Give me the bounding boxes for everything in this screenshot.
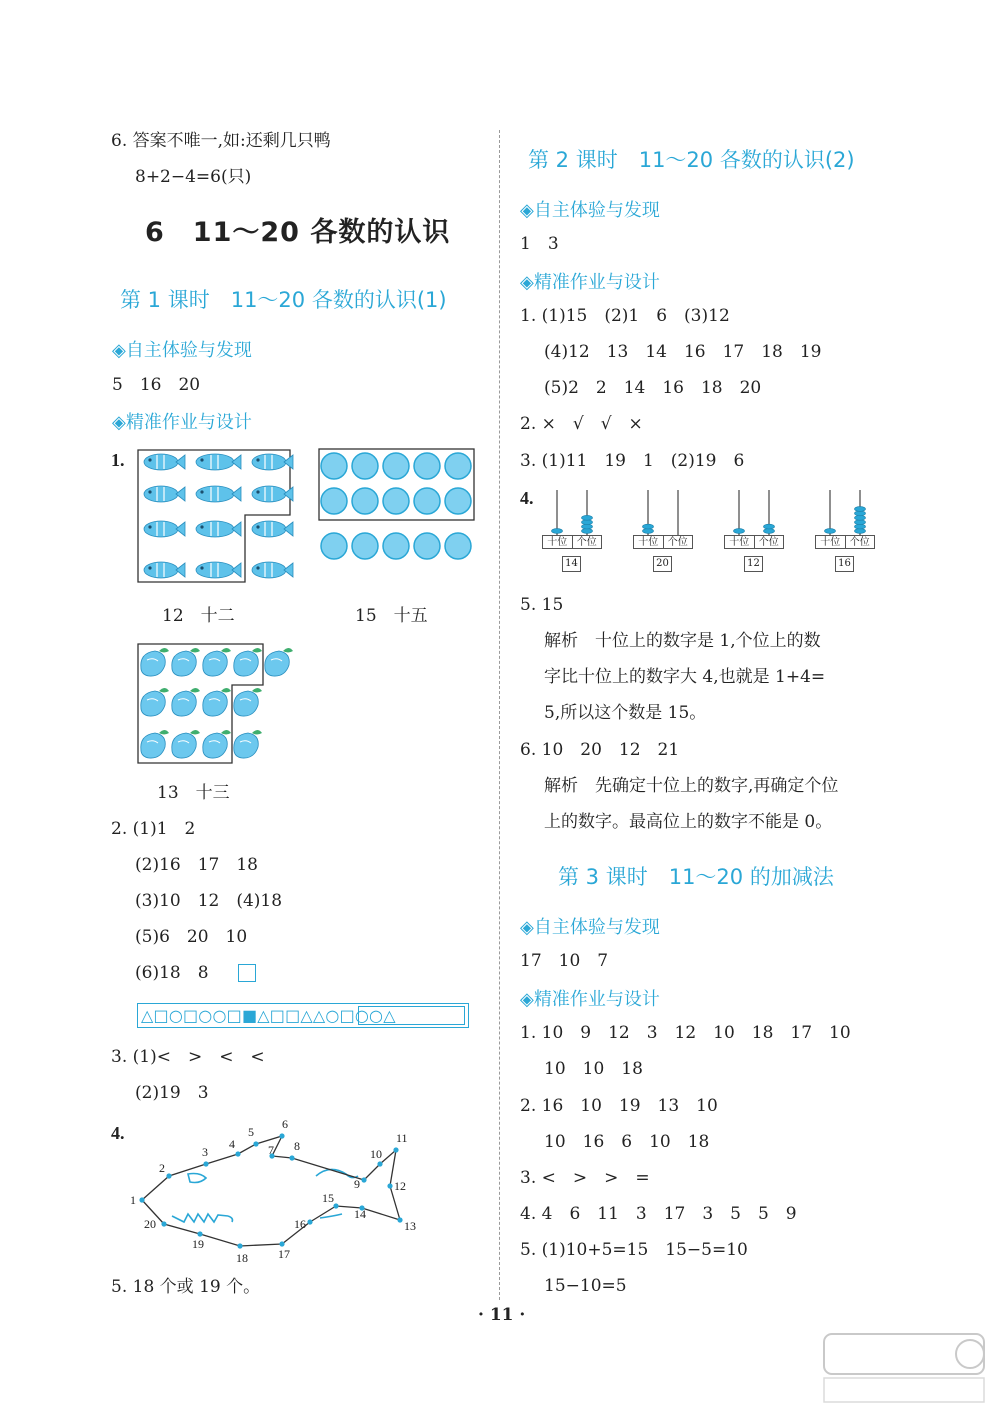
- left-q6-line1: 6. 答案不唯一,如:还剩几只鸭: [111, 131, 331, 151]
- right-section-practice: ◈精准作业与设计: [520, 272, 660, 293]
- circle-icon: [445, 488, 471, 514]
- right-q5-analysis1: 解析 十位上的数字是 1,个位上的数: [544, 631, 821, 651]
- fish-icon: [252, 454, 293, 470]
- abacus-bead: [582, 520, 593, 525]
- right-q5-analysis3: 5,所以这个数是 15。: [544, 703, 707, 723]
- abacus-1-value: 14: [562, 556, 581, 572]
- mango-icon: [203, 730, 231, 758]
- fish-icon: [252, 486, 293, 502]
- shark-dot: [289, 1155, 294, 1160]
- shark-dot: [279, 1133, 284, 1138]
- abacus-bead: [764, 529, 775, 534]
- right-p5-line2: 15−10=5: [544, 1276, 627, 1296]
- abacus-3: [722, 488, 786, 578]
- fish-group-figure: [135, 447, 295, 587]
- shark-dot-number: 6: [282, 1118, 288, 1131]
- shark-dot: [377, 1161, 382, 1166]
- shark-dot-number: 17: [278, 1247, 290, 1261]
- right-section-practice2: ◈精准作业与设计: [520, 989, 660, 1010]
- shark-dot: [203, 1161, 208, 1166]
- abacus-bead: [643, 524, 654, 529]
- shark-dot-figure: [120, 1118, 420, 1263]
- left-q1-number: 1.: [111, 450, 125, 470]
- shark-dot: [333, 1203, 338, 1208]
- abacus-4-ones-label: 个位: [846, 535, 876, 549]
- right-p4: 4. 4 6 11 3 17 3 5 5 9: [520, 1204, 797, 1224]
- shark-dot: [161, 1221, 166, 1226]
- circle-icon: [414, 453, 440, 479]
- mango-icon: [141, 648, 169, 676]
- shark-dot: [235, 1151, 240, 1156]
- circle-icon: [321, 533, 347, 559]
- right-q1-line2: (4)12 13 14 16 17 18 19: [544, 342, 822, 362]
- circle-icon: [414, 533, 440, 559]
- abacus-bead: [734, 529, 745, 534]
- watermark-logo: [820, 1330, 990, 1405]
- right-p2-line1: 2. 16 10 19 13 10: [520, 1096, 718, 1116]
- shark-dots: [130, 1118, 416, 1263]
- circle-icon: [352, 488, 378, 514]
- abacus-2-value: 20: [653, 556, 672, 572]
- abacus-bead: [855, 529, 866, 534]
- mango-icon: [234, 730, 262, 758]
- shark-dot-number: 18: [236, 1251, 248, 1263]
- mango-icon: [265, 648, 293, 676]
- abacus-bead: [825, 529, 836, 534]
- right-q2: 2. × √ √ ×: [520, 414, 643, 434]
- fish-icon: [144, 486, 185, 502]
- left-explore-answer: 5 16 20: [112, 375, 201, 395]
- right-p3: 3. < > > =: [520, 1168, 650, 1188]
- left-q2-line4: (5)6 20 10: [135, 927, 248, 947]
- right-explore-answer: 1 3: [520, 234, 559, 254]
- left-q4-number: 4.: [111, 1123, 125, 1143]
- abacus-3-ones-label: 个位: [755, 535, 785, 549]
- shark-dot: [197, 1231, 202, 1236]
- chapter-title: 6 11～20 各数的认识: [145, 217, 451, 248]
- right-section-explore: ◈自主体验与发现: [520, 200, 660, 221]
- shark-dot-number: 10: [370, 1147, 382, 1161]
- abacus-bead: [855, 520, 866, 525]
- fish-icon: [196, 562, 241, 578]
- shark-dot-number: 12: [394, 1179, 406, 1193]
- circle-icon: [414, 488, 440, 514]
- right-p5-line1: 5. (1)10+5=15 15−5=10: [520, 1240, 748, 1260]
- abacus-1-tens-label: 十位: [542, 535, 573, 549]
- left-section-explore: ◈自主体验与发现: [112, 340, 252, 361]
- shark-dot-number: 2: [159, 1161, 165, 1175]
- right-q6-analysis1: 解析 先确定十位上的数字,再确定个位: [544, 776, 839, 796]
- mango-icon: [172, 688, 200, 716]
- mango-group-figure: [135, 641, 305, 769]
- mango-icon: [172, 730, 200, 758]
- mango-icon: [141, 730, 169, 758]
- fish-icon: [144, 562, 185, 578]
- shark-dot-number: 9: [354, 1177, 360, 1191]
- left-q6-line2: 8+2−4=6(只): [135, 167, 252, 187]
- shark-dot-number: 13: [404, 1219, 416, 1233]
- lesson2-title: 第 2 课时 11～20 各数的认识(2): [528, 148, 855, 172]
- shark-dot: [387, 1183, 392, 1188]
- shark-dot: [237, 1243, 242, 1248]
- circle-icon: [383, 533, 409, 559]
- circle-icon: [383, 453, 409, 479]
- abacus-4-label: [815, 535, 875, 549]
- mango-answer: 13 十三: [157, 783, 230, 803]
- fish-answer: 12 十二: [162, 606, 235, 626]
- mango-icons: [141, 648, 293, 758]
- shark-dot: [279, 1241, 284, 1246]
- left-q2-line1: 2. (1)1 2: [111, 819, 196, 839]
- left-q5: 5. 18 个或 19 个。: [111, 1277, 261, 1297]
- right-section-explore2: ◈自主体验与发现: [520, 917, 660, 938]
- circle-icon: [321, 488, 347, 514]
- circle-icon: [445, 453, 471, 479]
- circle-icon: [321, 453, 347, 479]
- left-q3-line2: (2)19 3: [135, 1083, 209, 1103]
- shark-dot: [166, 1173, 171, 1178]
- abacus-2-tens-label: 十位: [633, 535, 664, 549]
- fish-icons: [144, 454, 293, 578]
- abacus-4-tens-label: 十位: [815, 535, 846, 549]
- square-answer-icon: [238, 964, 256, 982]
- right-q5-analysis2: 字比十位上的数字大 4,也就是 1+4=: [544, 667, 826, 687]
- shark-dot-number: 1: [130, 1193, 136, 1207]
- abacus-1: [540, 488, 604, 578]
- right-q4-number: 4.: [520, 488, 534, 508]
- shark-dot-number: 4: [229, 1137, 235, 1151]
- shark-dot: [393, 1147, 398, 1152]
- abacus-3-tens-label: 十位: [724, 535, 755, 549]
- shark-dot: [361, 1177, 366, 1182]
- fish-icon: [196, 521, 241, 537]
- abacus-bead: [582, 524, 593, 529]
- shark-dot-number: 11: [396, 1131, 408, 1145]
- right-q6-analysis2: 上的数字。最高位上的数字不能是 0。: [544, 812, 833, 832]
- abacus-4-value: 16: [835, 556, 854, 572]
- right-q6-line1: 6. 10 20 12 21: [520, 740, 680, 760]
- circle-icon: [352, 453, 378, 479]
- left-q3-line1: 3. (1)< > < <: [111, 1047, 265, 1067]
- right-q5-line1: 5. 15: [520, 595, 564, 615]
- abacus-1-ones-label: 个位: [573, 535, 603, 549]
- abacus-row: [540, 488, 900, 578]
- abacus-bead: [582, 515, 593, 520]
- left-q2-line2: (2)16 17 18: [135, 855, 258, 875]
- fish-icon: [196, 454, 241, 470]
- page-number: · 11 ·: [478, 1305, 526, 1325]
- mango-icon: [141, 688, 169, 716]
- abacus-bead: [582, 529, 593, 534]
- mango-icon: [203, 688, 231, 716]
- circle-answer: 15 十五: [355, 606, 428, 626]
- right-p2-line2: 10 16 6 10 18: [544, 1132, 710, 1152]
- abacus-bead: [855, 524, 866, 529]
- mango-icon: [172, 648, 200, 676]
- lesson1-title: 第 1 课时 11～20 各数的认识(1): [120, 288, 447, 312]
- column-divider: [499, 130, 500, 1300]
- circle-icon: [445, 533, 471, 559]
- right-p1-line2: 10 10 18: [544, 1059, 643, 1079]
- abacus-3-label: [724, 535, 784, 549]
- circle-icon: [352, 533, 378, 559]
- right-q1-line1: 1. (1)15 (2)1 6 (3)12: [520, 306, 730, 326]
- abacus-4: [813, 488, 877, 578]
- fish-icon: [196, 486, 241, 502]
- mango-icon: [234, 648, 262, 676]
- fish-icon: [252, 521, 293, 537]
- fish-icon: [144, 521, 185, 537]
- shape-sequence-text: △□○□○○□■△□□△△○□○○△: [141, 1006, 396, 1025]
- abacus-bead: [764, 524, 775, 529]
- shark-dot-number: 14: [354, 1207, 366, 1221]
- left-q2-line5: (6)18 8: [135, 963, 209, 983]
- right-p1-line1: 1. 10 9 12 3 12 10 18 17 10: [520, 1023, 851, 1043]
- circle-group-figure: [316, 446, 478, 562]
- right-q3: 3. (1)11 19 1 (2)19 6: [520, 451, 745, 471]
- left-q2-line3: (3)10 12 (4)18: [135, 891, 283, 911]
- circle-icons: [321, 453, 471, 559]
- shark-dot-number: 15: [322, 1191, 334, 1205]
- shark-dot: [397, 1217, 402, 1222]
- shark-dot-number: 5: [248, 1125, 254, 1139]
- fish-icon: [252, 562, 293, 578]
- right-q1-line3: (5)2 2 14 16 18 20: [544, 378, 762, 398]
- shark-dot-number: 7: [268, 1143, 274, 1157]
- abacus-bead: [855, 511, 866, 516]
- shark-dot: [253, 1141, 258, 1146]
- shape-sequence-bar: [137, 1003, 469, 1028]
- mango-icon: [234, 688, 262, 716]
- right-explore2-answer: 17 10 7: [520, 951, 609, 971]
- abacus-bead: [855, 507, 866, 512]
- abacus-2: [631, 488, 695, 578]
- watermark-logo-icon: [820, 1330, 990, 1405]
- shark-dot: [307, 1219, 312, 1224]
- mango-icon: [203, 648, 231, 676]
- shark-dot-number: 3: [202, 1145, 208, 1159]
- shark-dot-number: 19: [192, 1237, 204, 1251]
- left-section-practice: ◈精准作业与设计: [112, 412, 252, 433]
- abacus-bead: [552, 529, 563, 534]
- abacus-bead: [855, 515, 866, 520]
- shark-dot-number: 8: [294, 1139, 300, 1153]
- abacus-1-label: [542, 535, 602, 549]
- fish-icon: [144, 454, 185, 470]
- shark-dot: [139, 1197, 144, 1202]
- shark-dot-number: 16: [294, 1217, 306, 1231]
- abacus-3-value: 12: [744, 556, 763, 572]
- abacus-2-ones-label: 个位: [664, 535, 694, 549]
- lesson3-title: 第 3 课时 11～20 的加减法: [558, 865, 834, 889]
- circle-icon: [383, 488, 409, 514]
- abacus-2-label: [633, 535, 693, 549]
- shark-dot-number: 20: [144, 1217, 156, 1231]
- abacus-bead: [643, 529, 654, 534]
